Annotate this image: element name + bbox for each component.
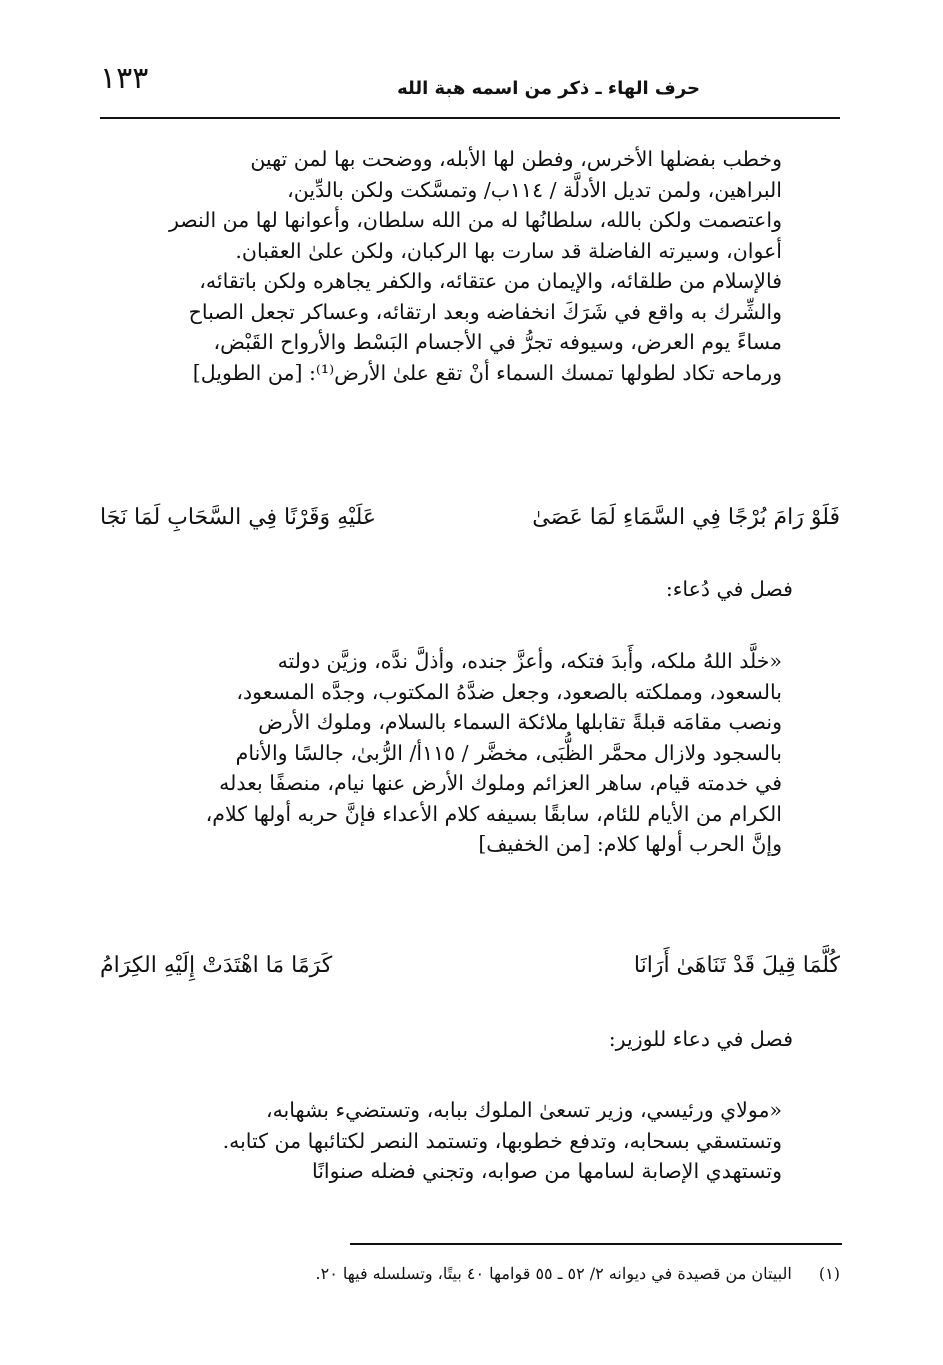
footnote-divider <box>350 1243 842 1245</box>
paragraph-line: «خلَّد اللهُ ملكه، وأَبدَ فتكه، وأعزَّ جنده، وأذلَّ ندَّه، وزيَّن دولته <box>277 649 782 673</box>
paragraph-line: وإنَّ الحرب أولها كلام: [من الخفيف] <box>478 832 782 856</box>
paragraph-line: وتستهدي الإصابة لسامها من صوابه، وتجني فضله صنوانًا <box>311 1159 782 1183</box>
paragraph-line: والشِّرك به واقع في شَرَكَ انخفاضه وبعد ارتقائه، وعساكر تجعل الصباح <box>188 299 782 324</box>
footnote-marker: (١) <box>818 1264 840 1283</box>
verse-first-hemistich: كُلَّمَا قِيلَ قَدْ تَنَاهَىٰ أَرَانَا <box>633 953 840 978</box>
section-heading-1: فصل في دُعاء: <box>665 577 793 601</box>
paragraph-1 <box>168 144 782 388</box>
paragraph-line: في خدمته قيام، ساهر العزائم وملوك الأرض عنها نيام، منصفًا بعدله <box>219 771 782 795</box>
paragraph-line: ونصب مقامَه قبلةً تقابلها ملائكة السماء بالسلام، وملوك الأرض <box>258 710 782 734</box>
verse-second-hemistich: كَرَمًا مَا اهْتَدَتْ إِلَيْهِ الكِرَامُ <box>100 953 333 978</box>
paragraph-line: البراهين، ولمن تديل الأدلَّة / ١١٤ب/ وتمسَّكت ولكن بالدِّين، <box>287 177 782 202</box>
paragraph-2 <box>178 646 782 860</box>
page-number: ١٣٣ <box>100 61 149 96</box>
paragraph-line: ورماحه تكاد لطولها تمسك السماء أنْ تقع علىٰ الأرض⁽¹⁾: [من الطويل] <box>192 360 782 385</box>
poem-verse-2 <box>100 948 840 984</box>
section-heading-2: فصل في دعاء للوزير: <box>608 1027 793 1051</box>
paragraph-line: أعوان، وسيرته الفاضلة قد سارت بها الركبان، ولكن علىٰ العقبان. <box>235 238 782 263</box>
paragraph-line: مساءً يوم العرض، وسيوفه تجرُّ في الأجسام البَسْط والأرواح القَبْض، <box>213 330 782 354</box>
header-divider <box>100 117 840 119</box>
paragraph-line: الكرام من الأيام للئام، سابقًا بسيفه كلام الأعداء فإنَّ حربه أولها كلام، <box>205 801 782 826</box>
paragraph-line: بالسجود ولازال محمَّر الظُّبَى، مخضَّر / ١١٥أ/ الرُّبىٰ، جالسًا والأنام <box>235 740 782 765</box>
verse-first-hemistich: فَلَوْ رَامَ بُرْجًا فِي السَّمَاءِ لَمَا عَصَىٰ <box>532 505 840 530</box>
paragraph-line: بالسعود، ومملكته بالصعود، وجعل ضدَّهُ المكتوب، وجدَّه المسعود، <box>236 679 782 704</box>
running-header-title: حرف الهاء ـ ذكر من اسمه هبة الله <box>397 78 700 99</box>
paragraph-line: واعتصمت ولكن بالله، سلطانُها له من الله سلطان، وأعوانها لها من النصر <box>168 208 782 232</box>
paragraph-line: فالإسلام من طلقائه، والإيمان من عتقائه، والكفر يجاهره ولكن باتقائه، <box>199 269 782 293</box>
running-head <box>100 62 840 112</box>
footnote <box>316 1262 841 1286</box>
footnote-text: البيتان من قصيدة في ديوانه ٢/ ٥٢ ـ ٥٥ قوامها ٤٠ بيتًا، وتسلسله فيها ٢٠. <box>315 1264 792 1283</box>
verse-second-hemistich: عَلَيْهِ وَقَرْنًا فِي السَّحَابِ لَمَا نَجَا <box>100 505 376 530</box>
poem-verse-1 <box>100 500 840 536</box>
paragraph-line: وتستسقي بسحابه، وتدفع خطوبها، وتستمد النصر لكتائبها من كتابه. <box>222 1128 782 1153</box>
paragraph-line: وخطب بفضلها الأخرس، وفطن لها الأبله، ووضحت بها لمن تهين <box>250 147 782 171</box>
paragraph-3 <box>178 1095 782 1187</box>
paragraph-line: «مولاي ورئيسي، وزير تسعىٰ الملوك ببابه، وتستضيء بشهابه، <box>265 1098 782 1122</box>
